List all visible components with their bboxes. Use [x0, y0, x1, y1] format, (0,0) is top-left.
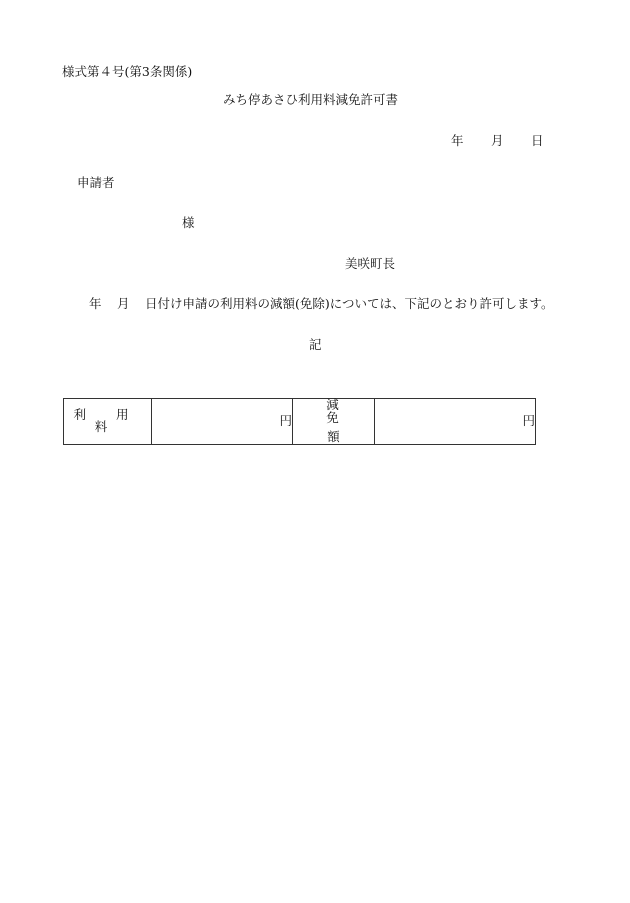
reduction-unit: 円	[522, 413, 535, 428]
date-day-label: 日	[531, 133, 544, 148]
fee-unit: 円	[279, 413, 292, 428]
body-year-label: 年	[89, 296, 102, 311]
fee-label: 利 用 料	[73, 406, 142, 435]
document-title: みち停あさひ利用料減免許可書	[223, 92, 399, 107]
reduction-label-bottom: 額	[327, 429, 340, 444]
fee-table	[63, 398, 536, 445]
fee-label-cell	[64, 399, 152, 445]
fee-table-row	[64, 399, 536, 445]
applicant-label: 申請者	[77, 175, 115, 190]
honorific-sama: 様	[182, 215, 195, 230]
body-month-label: 月	[117, 296, 130, 311]
fee-amount-cell	[152, 399, 293, 445]
issuer-mayor: 美咲町長	[345, 256, 396, 271]
reduction-amount-cell	[375, 399, 536, 445]
ki-mark: 記	[309, 337, 322, 352]
body-text: 日付け申請の利用料の減額(免除)については、下記のとおり許可します。	[145, 296, 554, 311]
reduction-label-cell	[293, 399, 375, 445]
date-month-label: 月	[491, 133, 504, 148]
reduction-label-top: 減 免	[326, 397, 353, 425]
date-year-label: 年	[451, 133, 464, 148]
form-number: 様式第４号(第3条関係)	[62, 64, 193, 79]
